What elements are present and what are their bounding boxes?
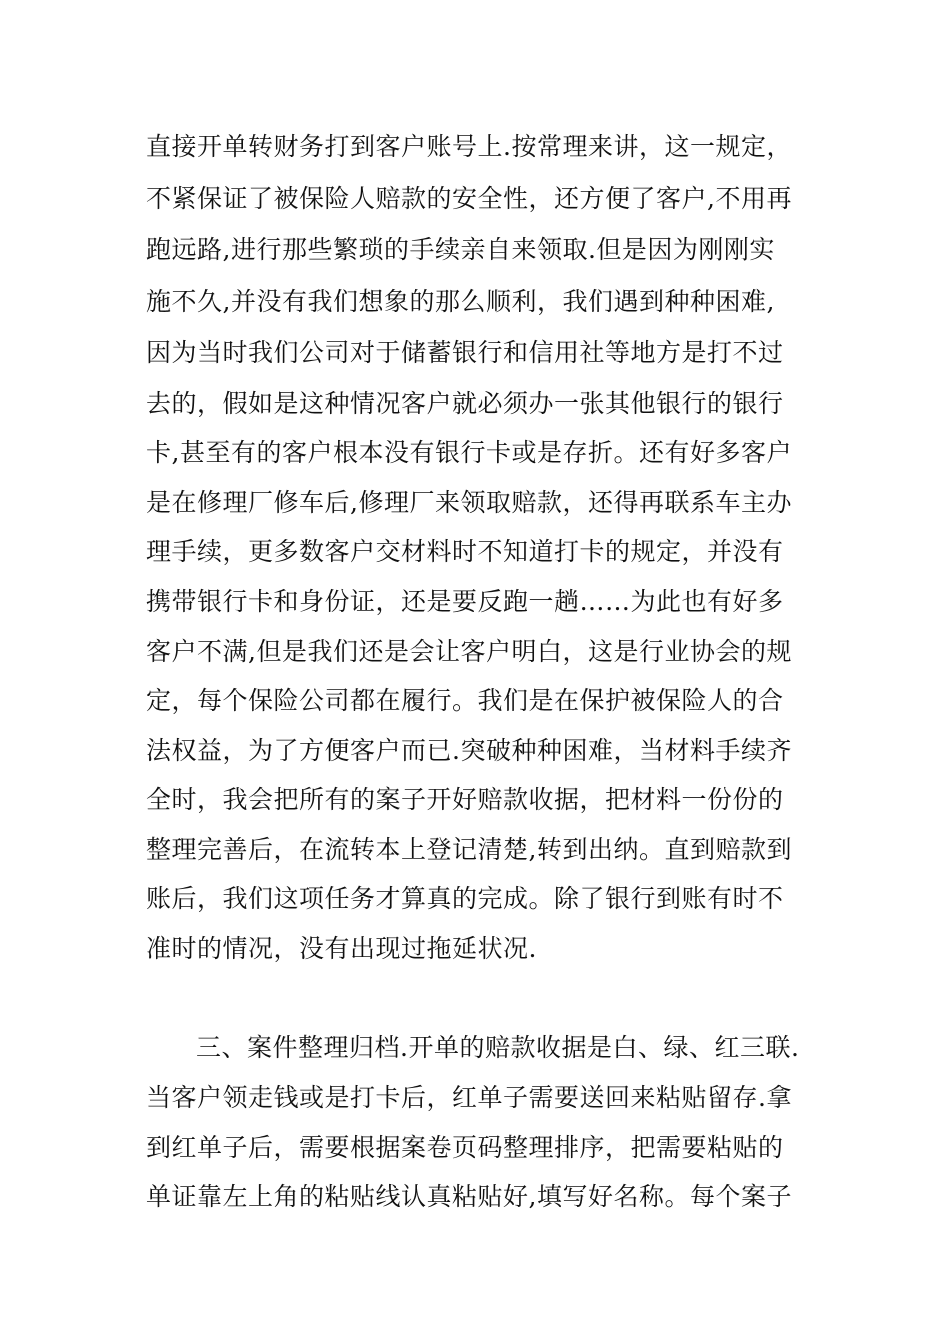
text-line: 准时的情况，没有出现过拖延状况. [146,934,537,963]
text-line: 因为当时我们公司对于储蓄银行和信用社等地方是打不过 [146,338,784,367]
text-line: 账后，我们这项任务才算真的完成。除了银行到账有时不 [146,884,784,913]
section-heading-line: 三、案件整理归档.开单的赔款收据是白、绿、红三联. [196,1033,800,1062]
text-line: 单证靠左上角的粘贴线认真粘贴好,填写好名称。每个案子 [146,1182,792,1211]
text-line: 法权益，为了方便客户而已.突破种种困难，当材料手续齐 [146,736,792,765]
text-line: 携带银行卡和身份证，还是要反跑一趟……为此也有好多 [146,587,784,616]
text-line: 去的，假如是这种情况客户就必须办一张其他银行的银行 [146,389,784,418]
text-line: 卡,甚至有的客户根本没有银行卡或是存折。还有好多客户 [146,438,792,467]
text-line: 直接开单转财务打到客户账号上.按常理来讲，这一规定， [146,132,792,161]
text-line: 整理完善后，在流转本上登记清楚,转到出纳。直到赔款到 [146,835,792,864]
text-line: 全时，我会把所有的案子开好赔款收据，把材料一份份的 [146,785,784,814]
text-line: 到红单子后，需要根据案卷页码整理排序，把需要粘贴的 [146,1133,784,1162]
text-line: 理手续，更多数客户交材料时不知道打卡的规定，并没有 [146,537,784,566]
text-line: 当客户领走钱或是打卡后，红单子需要送回来粘贴留存.拿 [146,1083,792,1112]
text-line: 跑远路,进行那些繁琐的手续亲自来领取.但是因为刚刚实 [146,235,775,264]
text-line: 客户不满,但是我们还是会让客户明白，这是行业协会的规 [146,637,792,666]
text-line: 定，每个保险公司都在履行。我们是在保护被保险人的合 [146,686,784,715]
text-line: 是在修理厂修车后,修理厂来领取赔款，还得再联系车主办 [146,488,792,517]
text-line: 施不久,并没有我们想象的那么顺利，我们遇到种种困难, [146,287,775,316]
text-line: 不紧保证了被保险人赔款的安全性，还方便了客户,不用再 [146,184,792,213]
